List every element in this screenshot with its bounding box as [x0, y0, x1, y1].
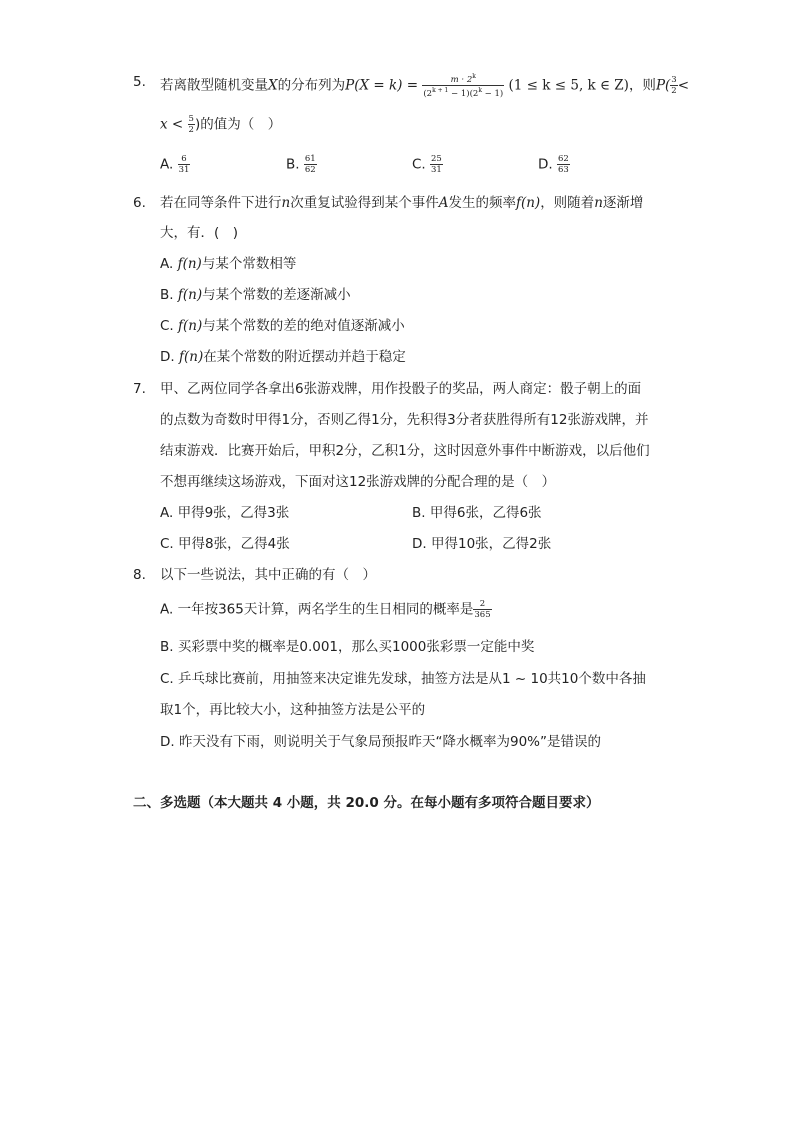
- option-c[interactable]: C. 乒乓球比赛前，用抽签来决定谁先发球，抽签方法是从1 ~ 10共10个数中各抽: [160, 671, 646, 687]
- question-number: 7.: [133, 381, 146, 397]
- question-number: 6.: [133, 195, 146, 211]
- distribution-fraction: $\frac{m \cdot 2^k}{(2^{k + 1} - 1)(2^k - 1)}$: [423, 73, 504, 99]
- option-b[interactable]: B. 甲得6张，乙得6张: [412, 505, 542, 521]
- option-d[interactable]: D. 甲得10张，乙得2张: [412, 536, 552, 552]
- option-c[interactable]: C. $\frac{25}{31}$: [412, 154, 442, 175]
- option-b[interactable]: B. f(n)与某个常数的差逐渐减小: [160, 287, 351, 303]
- question-5-line-1: 若离散型随机变量X的分布列为P(X = k) = $\frac{m \cdot 2^k}{(2^{k + 1} - 1)(2^k - 1)}$ (1 ≤ k ≤ 5, k ∈ Z)，则P( $\frac{3}{2}$ <: [160, 73, 690, 99]
- option-a[interactable]: A. f(n)与某个常数相等: [160, 256, 297, 272]
- question-6-line-2: 大，有．( ): [160, 225, 239, 241]
- question-7-line-2: 的点数为奇数时甲得1分，否则乙得1分，先积得3分者获胜得所有12张游戏牌，并: [160, 412, 649, 428]
- option-c[interactable]: C. f(n)与某个常数的差的绝对值逐渐减小: [160, 318, 405, 334]
- question-6-line-1: 若在同等条件下进行n次重复试验得到某个事件A发生的频率f(n)，则随着n逐渐增: [160, 195, 644, 211]
- question-number: 8.: [133, 567, 146, 583]
- option-b[interactable]: B. $\frac{61}{62}$: [286, 154, 316, 175]
- section-2-header: 二、多选题（本大题共 4 小题，共 20.0 分。在每小题有多项符合题目要求）: [133, 795, 600, 811]
- option-a[interactable]: A. 一年按365天计算，两名学生的生日相同的概率是 $\frac{2}{365}$: [160, 599, 491, 620]
- option-c[interactable]: C. 甲得8张，乙得4张: [160, 536, 290, 552]
- fraction-three-halves: $\frac{3}{2}$: [671, 74, 677, 96]
- question-7-line-3: 结束游戏．比赛开始后，甲积2分，乙积1分，这时因意外事件中断游戏，以后他们: [160, 443, 650, 459]
- fraction-five-halves: $\frac{5}{2}$: [188, 114, 194, 135]
- question-7-line-1: 甲、乙两位同学各拿出6张游戏牌，用作投骰子的奖品，两人商定：骰子朝上的面: [160, 381, 642, 397]
- option-a[interactable]: A. $\frac{6}{31}$: [160, 154, 190, 175]
- option-b[interactable]: B. 买彩票中奖的概率是0.001，那么买1000张彩票一定能中奖: [160, 639, 535, 655]
- option-d[interactable]: D. f(n)在某个常数的附近摆动并趋于稳定: [160, 349, 406, 365]
- option-a[interactable]: A. 甲得9张，乙得3张: [160, 505, 290, 521]
- question-7-line-4: 不想再继续这场游戏，下面对这12张游戏牌的分配合理的是（ ）: [160, 474, 556, 490]
- question-number: 5.: [133, 74, 146, 90]
- option-d[interactable]: D. $\frac{62}{63}$: [538, 154, 569, 175]
- option-d[interactable]: D. 昨天没有下雨，则说明关于气象局预报昨天“降水概率为90%”是错误的: [160, 734, 601, 750]
- question-5-line-2: x < $\frac{5}{2}$ )的值为（ ）: [160, 114, 282, 135]
- option-c-line-2: 取1个，再比较大小，这种抽签方法是公平的: [160, 702, 426, 718]
- question-8-stem: 以下一些说法，其中正确的有（ ）: [160, 567, 376, 583]
